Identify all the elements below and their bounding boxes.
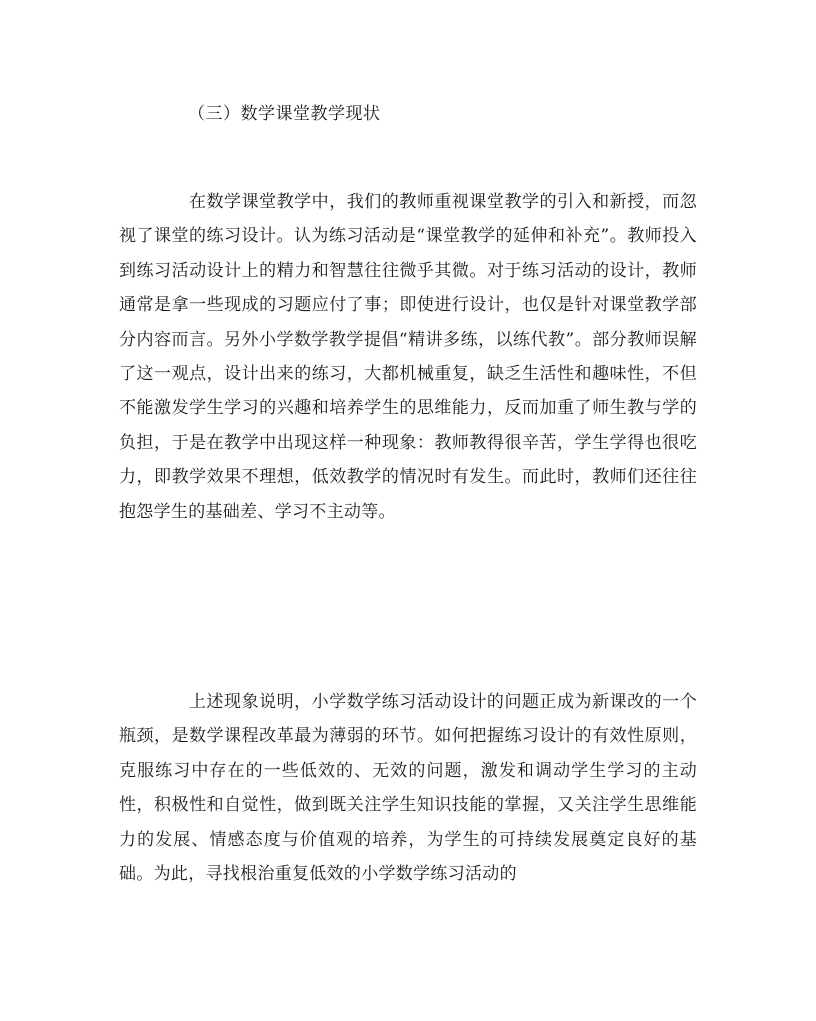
paragraph-1: 在数学课堂教学中，我们的教师重视课堂教学的引入和新授，而忽视了课堂的练习设计。认为练习活动是“课堂教学的延伸和补充”。教师投入到练习活动设计上的精力和智慧往往微乎其微。对于练习活动的设计，教师通常是拿一些现成的习题应付了事；即使进行设计，也仅是针对课堂教学部分内容而言。另外小学数学教学提倡“精讲多练，以练代教”。部分教师误解了这一观点，设计出来的练习，大都机械重复，缺乏生活性和趣味性，不但不能激发学生学习的兴趣和培养学生的思维能力，反而加重了师生教与学的负担，于是在教学中出现这样一种现象：教师教得很辛苦，学生学得也很吃力，即教学效果不理想，低效教学的情况时有发生。而此时，教师们还往往抱怨学生的基础差、学习不主动等。 xyxy=(119,192,697,522)
paragraph-2: 上述现象说明，小学数学练习活动设计的问题正成为新课改的一个瓶颈，是数学课程改革最为薄弱的环节。如何把握练习设计的有效性原则，克服练习中存在的一些低效的、无效的问题，激发和调动学生学习的主动性，积极性和自觉性，做到既关注学生知识技能的掌握，又关注学生思维能力的发展、情感态度与价值观的培养，为学生的可持续发展奠定良好的基础。为此，寻找根治重复低效的小学数学练习活动的 xyxy=(119,692,697,885)
section-heading: （三）数学课堂教学现状 xyxy=(188,104,381,124)
